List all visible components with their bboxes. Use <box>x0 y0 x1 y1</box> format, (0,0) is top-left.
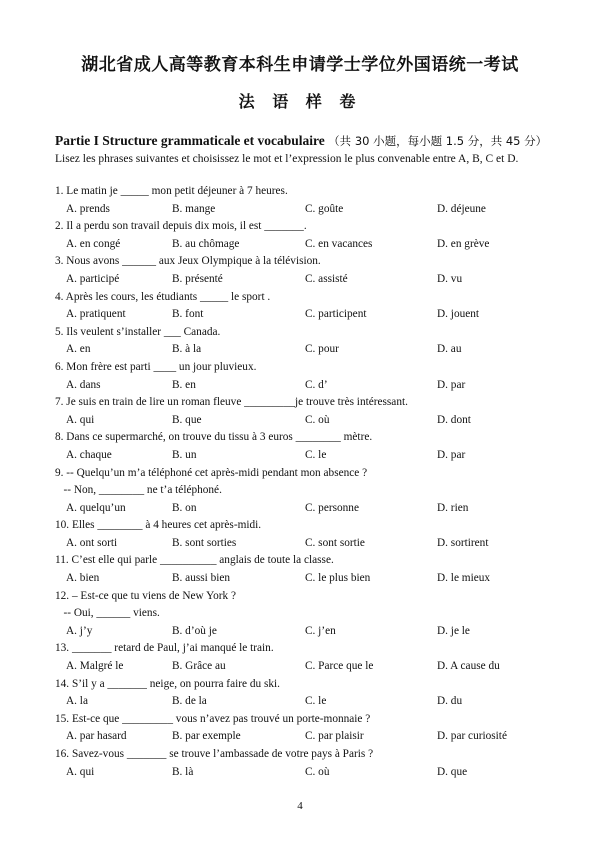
answer-option: B. aussi bien <box>172 572 231 585</box>
options-row <box>55 306 575 324</box>
answer-option: A. la <box>66 695 88 708</box>
answer-option: C. par plaisir <box>305 730 364 743</box>
options-row <box>55 447 575 465</box>
answer-option: D. sortirent <box>437 536 489 549</box>
question-text: 12. – Est-ce que tu viens de New York ? <box>55 589 237 602</box>
answer-option: D. vu <box>437 272 463 285</box>
options-row <box>55 623 575 641</box>
question-text: 3. Nous avons ______ aux Jeux Olympique à la télévision. <box>55 255 321 268</box>
answer-option: D. déjeune <box>437 202 486 215</box>
question-item <box>55 394 575 429</box>
answer-option: A. en <box>66 343 91 356</box>
options-row <box>55 377 575 395</box>
answer-option: B. en <box>172 378 196 391</box>
answer-option: B. par exemple <box>172 730 241 743</box>
answer-option: D. A cause du <box>437 660 500 673</box>
question-item <box>55 588 575 641</box>
answer-option: D. par <box>437 448 466 461</box>
options-row <box>55 570 575 588</box>
answer-option: C. d’ <box>305 378 328 391</box>
question-item <box>55 183 575 218</box>
answer-option: B. sont sorties <box>172 536 237 549</box>
answer-option: C. j’en <box>305 624 336 637</box>
answer-option: A. participé <box>66 272 120 285</box>
answer-option: A. prends <box>66 202 110 215</box>
question-item <box>55 253 575 288</box>
answer-option: A. qui <box>66 765 95 778</box>
question-text: 10. Elles ________ à 4 heures cet après-midi. <box>55 519 262 532</box>
question-text: -- Non, ________ ne t’a téléphoné. <box>55 484 222 497</box>
part-score: （共 30 小题，每小题 1.5 分，共 45 分） <box>328 134 548 148</box>
answer-option: D. je le <box>437 624 470 637</box>
options-row <box>55 341 575 359</box>
question-text: 5. Ils veulent s’installer ___ Canada. <box>55 325 221 338</box>
answer-option: A. qui <box>66 413 95 426</box>
question-text: 7. Je suis en train de lire un roman fleuve _________je trouve très intéressant. <box>55 396 408 409</box>
answer-option: B. mange <box>172 202 216 215</box>
answer-option: C. assisté <box>305 272 348 285</box>
options-row <box>55 535 575 553</box>
answer-option: A. quelqu’un <box>66 501 126 514</box>
answer-option: B. à la <box>172 343 202 356</box>
question-text: 11. C’est elle qui parle __________ anglais de toute la classe. <box>55 554 334 567</box>
options-row <box>55 201 575 219</box>
question-item <box>55 711 575 746</box>
question-item <box>55 517 575 552</box>
question-item <box>55 676 575 711</box>
options-row <box>55 412 575 430</box>
answer-option: B. on <box>172 501 197 514</box>
answer-option: C. Parce que le <box>305 660 374 673</box>
answer-option: D. par <box>437 378 466 391</box>
answer-option: C. le <box>305 448 327 461</box>
answer-option: D. du <box>437 695 463 708</box>
question-text: 8. Dans ce supermarché, on trouve du tissu à 3 euros ________ mètre. <box>55 431 373 444</box>
answer-option: A. Malgré le <box>66 660 124 673</box>
answer-option: A. dans <box>66 378 101 391</box>
question-item <box>55 429 575 464</box>
question-item <box>55 746 575 781</box>
answer-option: B. que <box>172 413 202 426</box>
answer-option: C. pour <box>305 343 339 356</box>
options-row <box>55 236 575 254</box>
answer-option: D. en grève <box>437 237 490 250</box>
answer-option: C. sont sortie <box>305 536 365 549</box>
question-text: 13. _______ retard de Paul, j’ai manqué le train. <box>55 642 274 655</box>
page-number: 4 <box>297 800 303 812</box>
answer-option: C. goûte <box>305 202 344 215</box>
question-text: 2. Il a perdu son travail depuis dix mois, il est _______. <box>55 220 307 233</box>
answer-option: A. j’y <box>66 624 93 637</box>
question-text: 1. Le matin je _____ mon petit déjeuner à 7 heures. <box>55 185 288 197</box>
options-row <box>55 728 575 746</box>
answer-option: C. où <box>305 765 330 778</box>
question-item <box>55 465 575 518</box>
options-row <box>55 764 575 782</box>
answer-option: A. chaque <box>66 448 112 461</box>
question-text: 4. Après les cours, les étudiants _____ le sport . <box>55 290 271 303</box>
answer-option: A. ont sorti <box>66 536 118 549</box>
answer-option: D. au <box>437 343 462 356</box>
answer-option: B. Grâce au <box>172 660 226 673</box>
options-row <box>55 658 575 676</box>
options-row <box>55 500 575 518</box>
answer-option: D. par curiosité <box>437 730 507 743</box>
answer-option: B. là <box>172 765 194 778</box>
options-row <box>55 693 575 711</box>
answer-option: B. au chômage <box>172 237 240 250</box>
answer-option: A. pratiquent <box>66 308 126 321</box>
answer-option: A. bien <box>66 572 100 585</box>
answer-option: B. présenté <box>172 272 223 285</box>
answer-option: D. que <box>437 765 468 778</box>
answer-option: D. le mieux <box>437 572 491 585</box>
answer-option: C. personne <box>305 501 359 514</box>
question-text: 6. Mon frère est parti ____ un jour pluvieux. <box>55 360 257 373</box>
question-list <box>55 183 575 781</box>
question-text: -- Oui, ______ viens. <box>55 607 160 620</box>
question-text: 9. -- Quelqu’un m’a téléphoné cet après-midi pendant mon absence ? <box>55 466 368 479</box>
question-item <box>55 218 575 253</box>
question-item <box>55 552 575 587</box>
answer-option: D. rien <box>437 501 469 514</box>
answer-option: A. en congé <box>66 237 121 250</box>
answer-option: C. le plus bien <box>305 572 371 585</box>
part-title: Partie I Structure grammaticale et vocabulaire <box>55 133 325 148</box>
question-item <box>55 640 575 675</box>
options-row <box>55 271 575 289</box>
question-item <box>55 324 575 359</box>
question-text: 15. Est-ce que _________ vous n’avez pas trouvé un porte-monnaie ? <box>55 712 371 725</box>
answer-option: C. en vacances <box>305 237 373 250</box>
exam-title: 湖北省成人高等教育本科生申请学士学位外国语统一考试 <box>81 55 519 75</box>
answer-option: C. où <box>305 413 330 426</box>
question-text: 16. Savez-vous _______ se trouve l’ambassade de votre pays à Paris ? <box>55 748 374 760</box>
question-item <box>55 289 575 324</box>
answer-option: D. jouent <box>437 308 480 321</box>
answer-option: A. par hasard <box>66 730 127 743</box>
answer-option: B. un <box>172 448 197 461</box>
answer-option: C. le <box>305 695 327 708</box>
part-instructions: Lisez les phrases suivantes et choisissez le mot et l’expression le plus convenable entre A, B, C et D. <box>55 153 519 165</box>
answer-option: B. d’où je <box>172 624 217 637</box>
part-heading <box>55 133 575 149</box>
answer-option: B. de la <box>172 695 207 708</box>
question-item <box>55 359 575 394</box>
answer-option: D. dont <box>437 413 471 426</box>
exam-subtitle: 法 语 样 卷 <box>238 92 362 111</box>
answer-option: C. participent <box>305 308 367 321</box>
question-text: 14. S’il y a _______ neige, on pourra faire du ski. <box>55 677 280 690</box>
answer-option: B. font <box>172 308 204 321</box>
